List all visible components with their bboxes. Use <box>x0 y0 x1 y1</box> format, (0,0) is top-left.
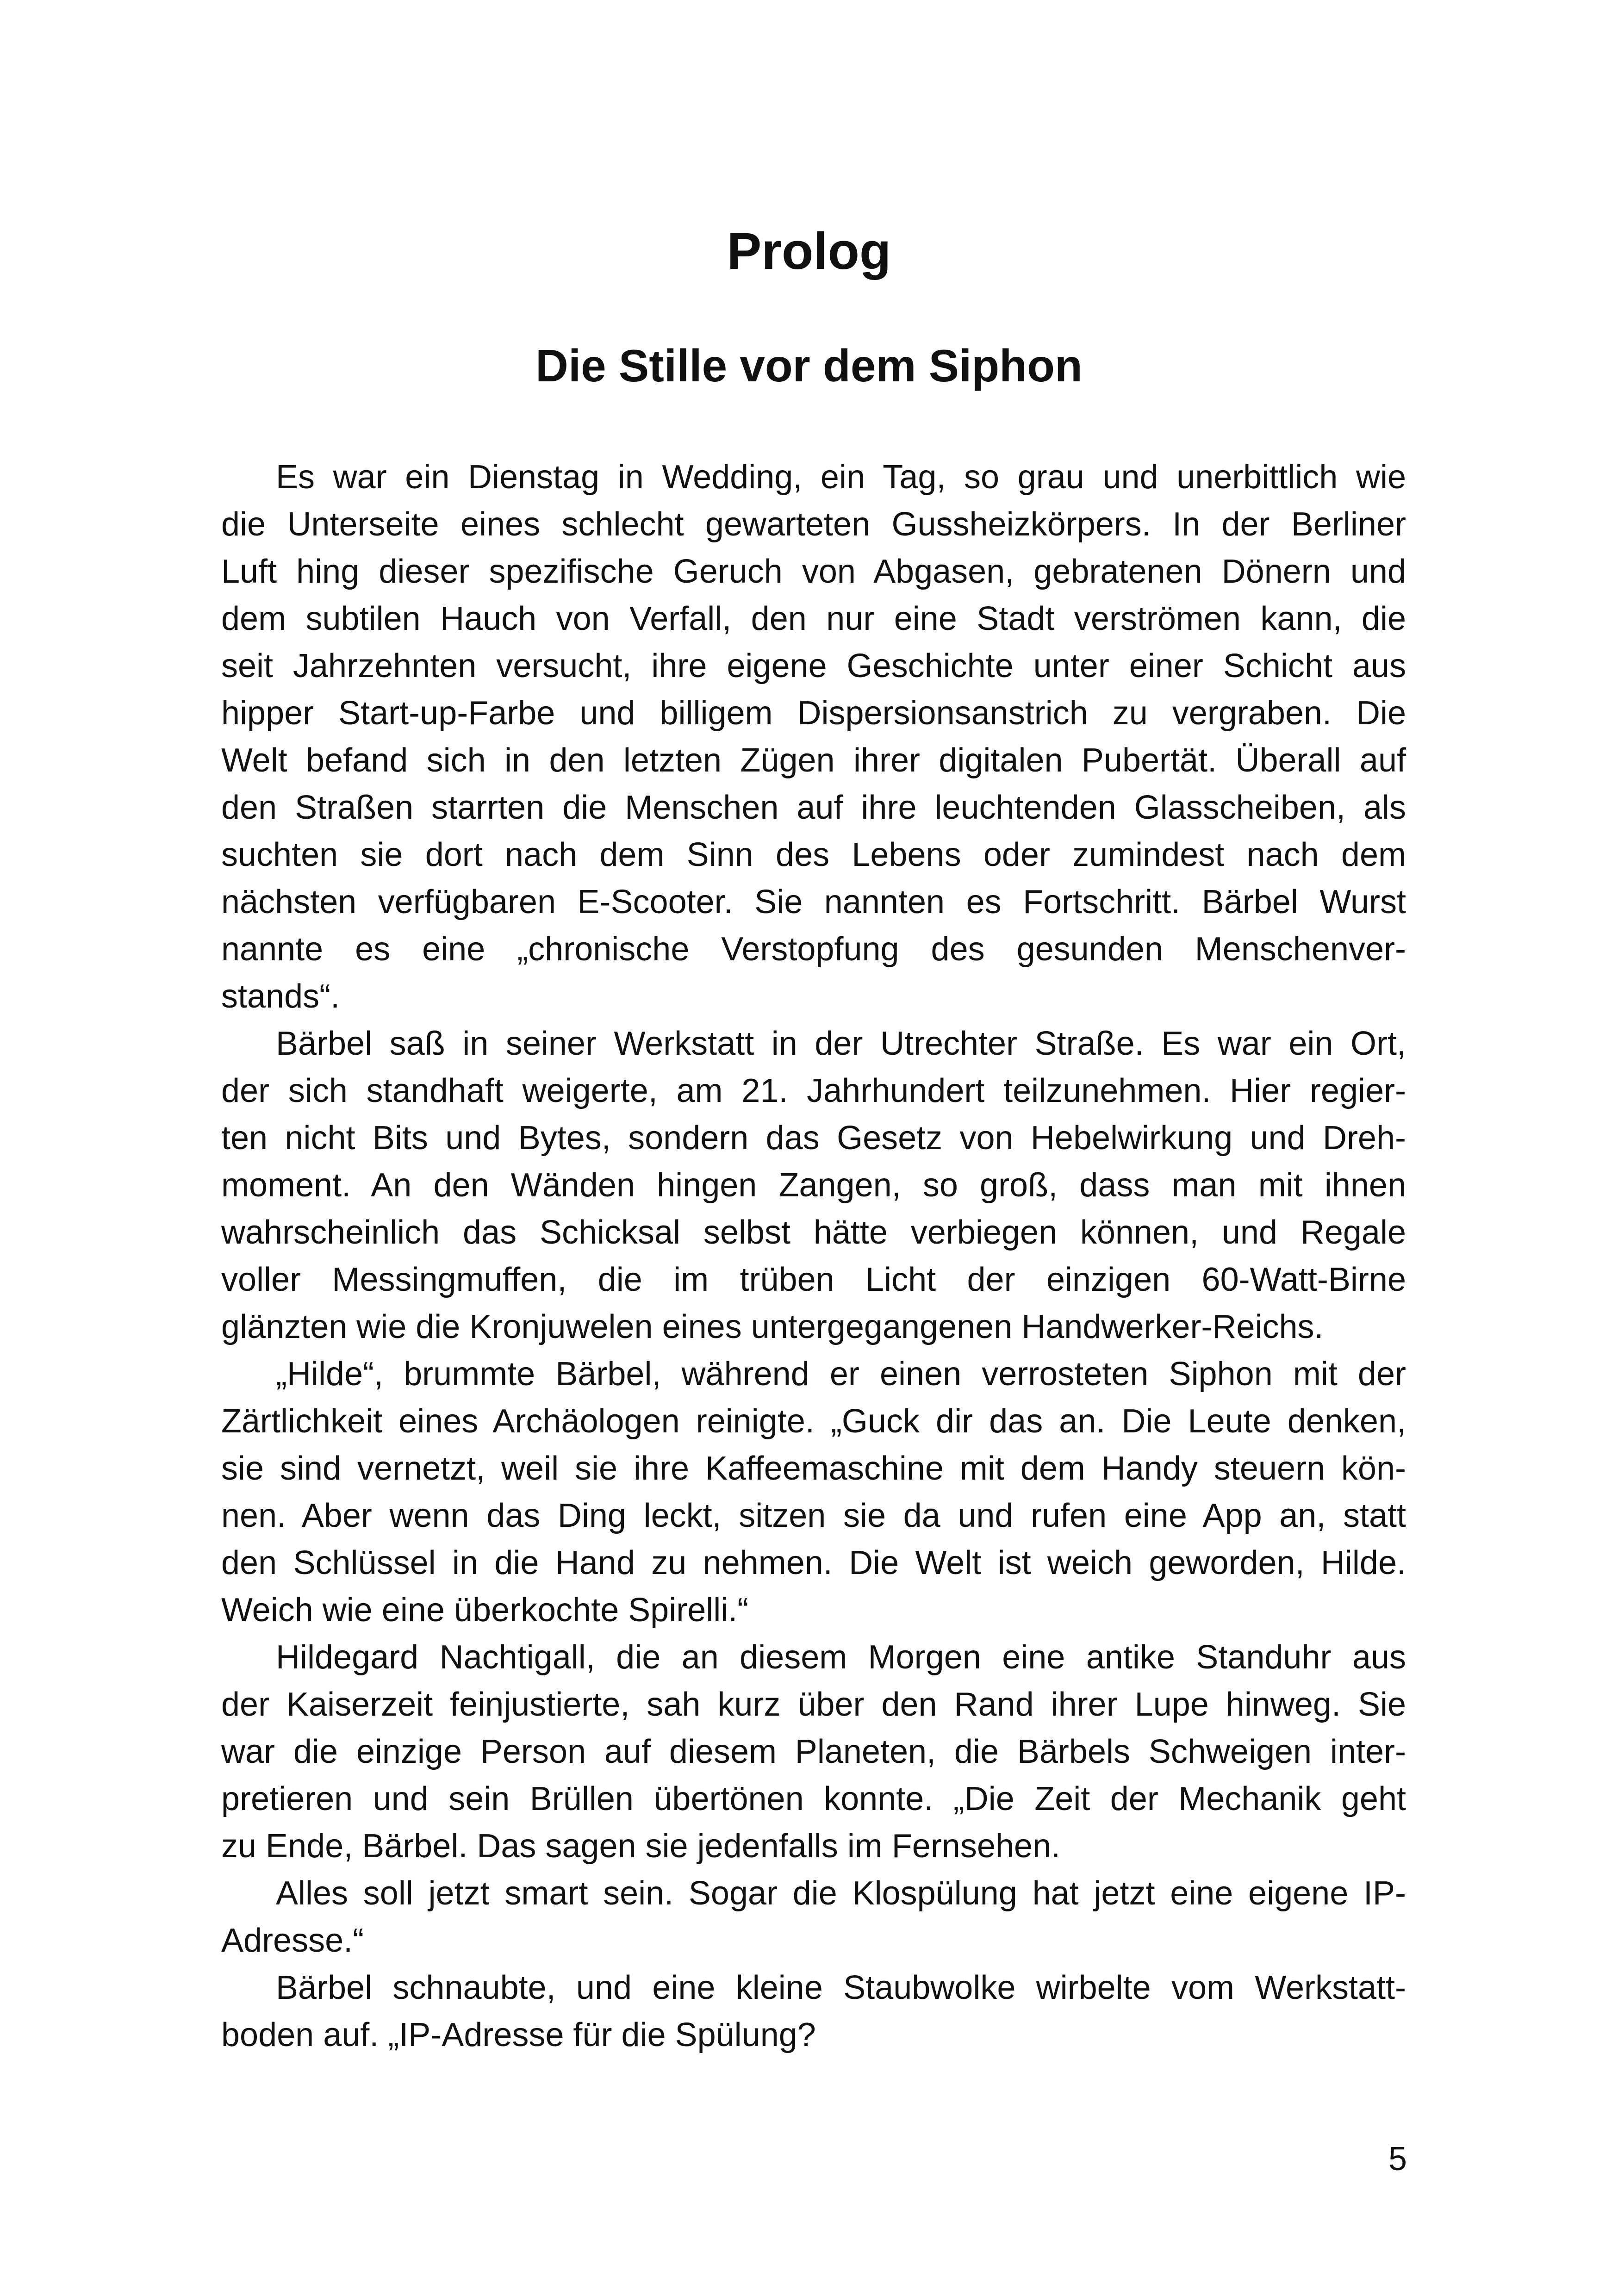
text-line: stands“. <box>221 978 340 1015</box>
text-line: war die einzige Person auf diesem Planeten, die Bärbels Schweigen inter- <box>221 1733 1406 1770</box>
text-line: hipper Start-up-Farbe und billigem Dispersionsanstrich zu vergraben. Die <box>221 695 1406 732</box>
page-number: 5 <box>1388 2140 1407 2178</box>
text-line: Bärbel schnaubte, und eine kleine Staubwolke wirbelte vom Werkstatt- <box>276 1969 1406 2006</box>
text-line: seit Jahrzehnten versucht, ihre eigene Geschichte unter einer Schicht aus <box>221 647 1406 684</box>
text-line: nannte es eine „chronische Verstopfung des gesunden Menschenver- <box>221 931 1406 968</box>
text-line: glänzten wie die Kronjuwelen eines untergegangenen Handwerker-Reichs. <box>221 1308 1324 1345</box>
text-line: Luft hing dieser spezifische Geruch von Abgasen, gebratenen Dönern und <box>221 553 1406 590</box>
text-line: nen. Aber wenn das Ding leckt, sitzen sie da und rufen eine App an, statt <box>221 1497 1406 1534</box>
text-line: boden auf. „IP-Adresse für die Spülung? <box>221 2016 816 2053</box>
text-line: wahrscheinlich das Schicksal selbst hätte verbiegen können, und Regale <box>221 1214 1406 1251</box>
text-line: der Kaiserzeit feinjustierte, sah kurz über den Rand ihrer Lupe hinweg. Sie <box>221 1686 1406 1723</box>
text-line: ten nicht Bits und Bytes, sondern das Gesetz von Hebelwirkung und Dreh- <box>221 1120 1406 1157</box>
text-line: Zärtlichkeit eines Archäologen reinigte. „Guck dir das an. Die Leute denken, <box>221 1403 1406 1440</box>
text-line: Adresse.“ <box>221 1922 364 1959</box>
text-line: pretieren und sein Brüllen übertönen konnte. „Die Zeit der Mechanik geht <box>221 1780 1406 1817</box>
chapter-body <box>221 454 1406 2059</box>
text-line: voller Messingmuffen, die im trüben Licht der einzigen 60-Watt-Birne <box>221 1261 1406 1298</box>
text-line: „Hilde“, brummte Bärbel, während er einen verrosteten Siphon mit der <box>276 1356 1406 1393</box>
text-line: nächsten verfügbaren E-Scooter. Sie nannten es Fortschritt. Bärbel Wurst <box>221 884 1406 921</box>
text-line: dem subtilen Hauch von Verfall, den nur eine Stadt verströmen kann, die <box>221 600 1406 637</box>
text-line: suchten sie dort nach dem Sinn des Lebens oder zumindest nach dem <box>221 836 1406 873</box>
text-line: der sich standhaft weigerte, am 21. Jahrhundert teilzunehmen. Hier regier- <box>221 1072 1406 1109</box>
text-line: moment. An den Wänden hingen Zangen, so groß, dass man mit ihnen <box>221 1167 1406 1204</box>
text-line: sie sind vernetzt, weil sie ihre Kaffeemaschine mit dem Handy steuern kön- <box>221 1450 1406 1487</box>
chapter-label: Prolog <box>727 222 891 280</box>
text-line: Es war ein Dienstag in Wedding, ein Tag, so grau und unerbittlich wie <box>276 459 1406 496</box>
text-line: Alles soll jetzt smart sein. Sogar die Klospülung hat jetzt eine eigene IP- <box>276 1875 1406 1912</box>
text-line: zu Ende, Bärbel. Das sagen sie jedenfalls im Fernsehen. <box>221 1828 1061 1865</box>
text-line: Bärbel saß in seiner Werkstatt in der Utrechter Straße. Es war ein Ort, <box>276 1025 1406 1062</box>
text-line: die Unterseite eines schlecht gewarteten Gussheizkörpers. In der Berliner <box>221 506 1406 543</box>
text-line: Weich wie eine überkochte Spirelli.“ <box>221 1592 749 1629</box>
text-line: Hildegard Nachtigall, die an diesem Morgen eine antike Standuhr aus <box>276 1639 1406 1676</box>
text-line: den Straßen starrten die Menschen auf ihre leuchtenden Glasscheiben, als <box>221 789 1406 826</box>
chapter-title: Die Stille vor dem Siphon <box>535 340 1083 391</box>
text-line: den Schlüssel in die Hand zu nehmen. Die Welt ist weich geworden, Hilde. <box>221 1544 1406 1581</box>
text-line: Welt befand sich in den letzten Zügen ihrer digitalen Pubertät. Überall auf <box>221 742 1406 779</box>
